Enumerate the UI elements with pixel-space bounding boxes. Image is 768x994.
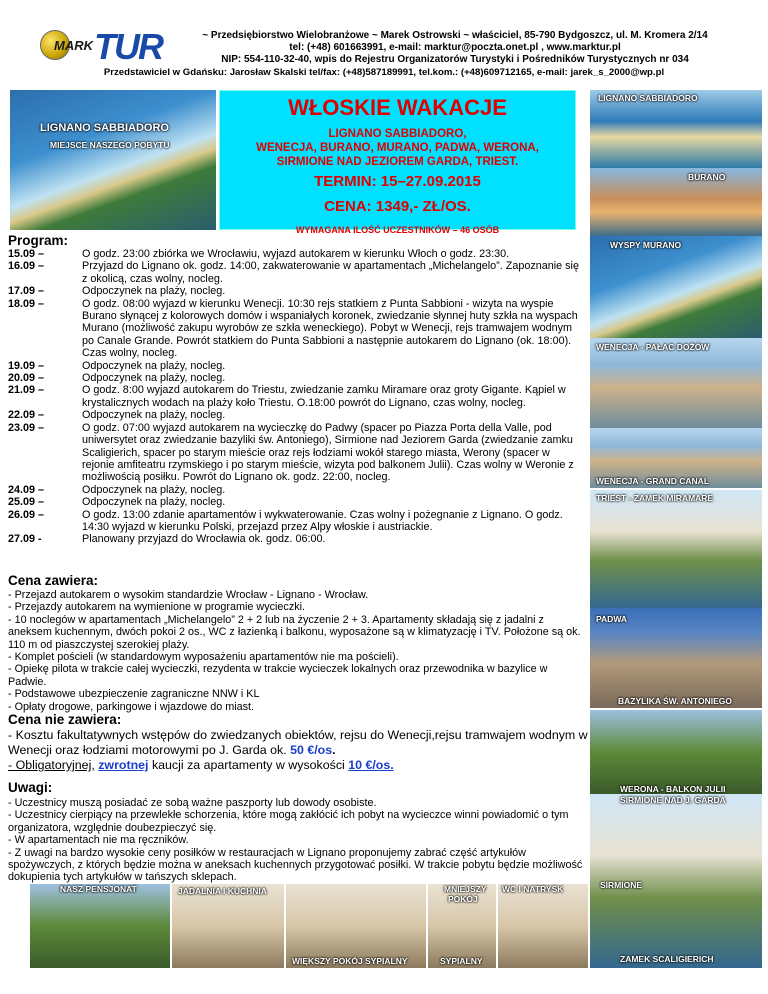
photo-caption: SIRMIONE NAD J. GARDA bbox=[620, 795, 726, 805]
list-item: - Z uwagi na bardzo wysokie ceny posiłków w restauracjach w Lignano proponujemy zabrać część artykułów spożywczych, z których będzie można w aneksach kuchennych przygotować posiłki. W trakcie pobytu będzie możliwość dokupienia tych artykułów w tańszych sklepach. bbox=[8, 846, 583, 884]
list-item: - 10 noclegów w apartamentach „Michelangelo” 2 + 2 lub na życzenie 2 + 3. Apartamenty składają się z jadalni z aneksem kuchennym, dwóch pokoi 2 os., WC z łazienką i balkonu, wyposażone są w klimatyzację i TV. Położone są ok. 110 m od piaszczystej szerokiej plaży. bbox=[8, 613, 581, 651]
program-date: 24.09 – bbox=[8, 483, 45, 496]
program-text: Odpoczynek na plaży, nocleg. bbox=[82, 496, 226, 509]
program-day bbox=[8, 372, 583, 384]
program-list bbox=[8, 248, 583, 546]
program-day bbox=[8, 248, 583, 260]
letterhead bbox=[0, 0, 768, 80]
program-date: 19.09 – bbox=[8, 359, 45, 372]
photo-caption: SYPIALNY bbox=[440, 956, 483, 966]
program-day bbox=[8, 484, 583, 496]
program-text: O godz. 23:00 zbiórka we Wrocławiu, wyjazd autokarem w kierunku Włoch o godz. 23:30. bbox=[82, 248, 510, 260]
excludes-price: 10 €/os. bbox=[348, 758, 394, 772]
photo-jadalnia bbox=[172, 884, 284, 968]
photo-lignano-aerial bbox=[10, 90, 216, 230]
photo-pensjonat bbox=[30, 884, 170, 968]
photo-caption: LIGNANO SABBIADORO bbox=[40, 122, 169, 134]
photo-caption: WIĘKSZY POKÓJ SYPIALNY bbox=[292, 956, 408, 966]
program-heading: Program: bbox=[8, 233, 69, 248]
list-item: - Przejazdy autokarem na wymienione w programie wycieczki. bbox=[8, 601, 306, 614]
excludes-text: - Obligatoryjnej, bbox=[8, 758, 95, 772]
photo-caption: BURANO bbox=[688, 172, 726, 182]
photo-padwa bbox=[590, 608, 762, 708]
offer-term: TERMIN: 15–27.09.2015 bbox=[314, 173, 481, 190]
program-day bbox=[8, 422, 583, 484]
program-date: 20.09 – bbox=[8, 372, 45, 385]
offer-title-box bbox=[219, 90, 576, 235]
photo-mniejszy-pokoj bbox=[428, 884, 496, 968]
includes-heading: Cena zawiera: bbox=[8, 573, 99, 588]
program-date: 23.09 – bbox=[8, 421, 45, 434]
list-item: - Podstawowe ubezpieczenie zagraniczne NNW i KL bbox=[8, 688, 260, 701]
photo-caption: JADALNIA I KUCHNIA bbox=[178, 886, 267, 896]
program-day bbox=[8, 533, 583, 545]
photo-wiekszy-pokoj bbox=[286, 884, 426, 968]
offer-cities bbox=[220, 127, 575, 169]
photo-caption: MIEJSCE NASZEGO POBYTU bbox=[50, 140, 170, 150]
program-day bbox=[8, 285, 583, 297]
offer-title: WŁOSKIE WAKACJE bbox=[288, 95, 507, 120]
photo-caption: WC I NATRYSK bbox=[502, 884, 564, 894]
cities-line: WENECJA, BURANO, MURANO, PADWA, WERONA, bbox=[256, 142, 539, 154]
list-item: - Komplet pościeli (w standardowym wyposażeniu apartamentów nie ma pościeli). bbox=[8, 651, 399, 664]
program-date: 15.09 – bbox=[8, 248, 45, 260]
excludes-item bbox=[8, 758, 588, 773]
program-text: Odpoczynek na plaży, nocleg. bbox=[82, 285, 226, 298]
list-item: - Przejazd autokarem o wysokim standardzie Wrocław - Lignano - Wrocław. bbox=[8, 589, 369, 601]
contact-line: tel: (+48) 601663991, e-mail: marktur@poczta.onet.pl , www.marktur.pl bbox=[289, 42, 621, 53]
cities-line: SIRMIONE NAD JEZIOREM GARDA, TRIEST. bbox=[276, 156, 519, 168]
photo-caption: POKÓJ bbox=[448, 894, 478, 904]
photo-miramare bbox=[590, 490, 762, 608]
program-date: 18.09 – bbox=[8, 297, 45, 310]
photo-grand-canal bbox=[590, 428, 762, 488]
photo-burano bbox=[590, 168, 762, 236]
photo-caption: TRIEST - ZAMEK MIRAMARE bbox=[596, 493, 714, 503]
excludes-end: . bbox=[332, 743, 336, 757]
program-day bbox=[8, 409, 583, 421]
program-date: 21.09 – bbox=[8, 384, 45, 397]
photo-caption: LIGNANO SABBIADORO bbox=[598, 93, 698, 103]
program-date: 17.09 – bbox=[8, 285, 45, 298]
program-text: Odpoczynek na plaży, nocleg. bbox=[82, 483, 226, 496]
program-day bbox=[8, 360, 583, 372]
company-info bbox=[150, 30, 760, 66]
program-day bbox=[8, 298, 583, 360]
list-item: - Opłaty drogowe, parkingowe i wjazdowe do miast. bbox=[8, 700, 255, 713]
program-date: 26.09 – bbox=[8, 508, 45, 521]
photo-lignano-right bbox=[590, 90, 762, 168]
photo-caption: BAZYLIKA ŚW. ANTONIEGO bbox=[618, 696, 732, 706]
logo-mark-text: MARK bbox=[54, 38, 93, 53]
notes-list bbox=[8, 797, 588, 884]
cities-line: LIGNANO SABBIADORO, bbox=[328, 128, 467, 140]
photo-werona bbox=[590, 710, 762, 794]
program-date: 16.09 – bbox=[8, 260, 45, 273]
photo-caption: WENECJA - GRAND CANAL bbox=[596, 476, 710, 486]
logo-tur-text: TUR bbox=[94, 26, 162, 67]
photo-caption: ZAMEK SCALIGIERICH bbox=[620, 954, 714, 964]
program-date: 22.09 – bbox=[8, 409, 45, 422]
photo-murano bbox=[590, 236, 762, 338]
program-day bbox=[8, 260, 583, 285]
excludes-price: 50 €/os bbox=[290, 743, 333, 757]
program-day bbox=[8, 384, 583, 409]
photo-palac-dozow bbox=[590, 338, 762, 428]
program-text: O godz. 13:00 zdanie apartamentów i wykwaterowanie. Czas wolny i pożegnanie z Lignano. O godz. 14:30 wyjazd w kierunku Polski, przejazd przez Alpy włoskie i austriackie. bbox=[82, 508, 563, 533]
offer-requirement: WYMAGANA ILOŚĆ UCZESTNIKÓW – 46 OSÓB bbox=[295, 225, 500, 235]
photo-sirmione bbox=[590, 794, 762, 968]
notes-heading: Uwagi: bbox=[8, 780, 53, 795]
list-item: - Opiekę pilota w trakcie całej wycieczki, rezydenta w trakcie wycieczek lokalnych oraz przewodnika w bazylice w Padwie. bbox=[8, 663, 548, 688]
program-text: O godz. 8:00 wyjazd autokarem do Triestu, zwiedzanie zamku Miramare oraz groty Gigante. Kąpiel w krystalicznych wodach na plaży koło Triestu. O.18:00 powrót do Lignano, czas wolny, nocleg. bbox=[82, 384, 566, 409]
photo-caption: NASZ PENSJONAT bbox=[60, 884, 137, 894]
program-text: Odpoczynek na plaży, nocleg. bbox=[82, 409, 226, 422]
program-text: Odpoczynek na plaży, nocleg. bbox=[82, 359, 226, 372]
company-logo bbox=[40, 26, 162, 67]
excludes-heading: Cena nie zawiera: bbox=[8, 712, 122, 727]
excludes-emph: zwrotnej bbox=[98, 758, 149, 772]
program-text: Przyjazd do Lignano ok. godz. 14:00, zakwaterowanie w apartamentach „Michelangelo”. Zapoznanie się z okolicą, czas wolny, nocleg. bbox=[82, 260, 579, 285]
program-day bbox=[8, 509, 583, 534]
registry-line: NIP: 554-110-32-40, wpis do Rejestru Organizatorów Turystyki i Pośredników Turystycznych nr 034 bbox=[221, 54, 689, 65]
excludes-text: kaucji za apartamenty w wysokości bbox=[151, 758, 345, 772]
excludes-list bbox=[8, 728, 588, 773]
list-item: - Uczestnicy muszą posiadać ze sobą ważne paszporty lub dowody osobiste. bbox=[8, 797, 377, 809]
includes-list bbox=[8, 589, 588, 713]
program-text: Odpoczynek na plaży, nocleg. bbox=[82, 372, 226, 385]
photo-caption: SIRMIONE bbox=[600, 880, 643, 890]
representative-line: Przedstawiciel w Gdańsku: Jarosław Skalski tel/fax: (+48)587189991, tel.kom.: (+48)609712165, e-mail: jarek_s_2000@wp.pl bbox=[103, 67, 665, 78]
photo-caption: WENECJA - PAŁAC DOŻÓW bbox=[596, 342, 710, 352]
list-item: - Uczestnicy cierpiący na przewlekłe schorzenia, które mogą zakłócić ich pobyt na wycieczce winni powiadomić o tym organizatora, względnie doubezpieczyć się. bbox=[8, 809, 569, 834]
program-date: 25.09 – bbox=[8, 496, 45, 509]
company-name-line: ~ Przedsiębiorstwo Wielobranżowe ~ Marek Ostrowski ~ właściciel, 85-790 Bydgoszcz, ul. M. Kromera 2/14 bbox=[202, 30, 708, 41]
photo-caption: WERONA - BALKON JULII bbox=[620, 784, 726, 794]
program-day bbox=[8, 496, 583, 508]
list-item: - W apartamentach nie ma ręczników. bbox=[8, 834, 189, 847]
program-text: Planowany przyjazd do Wrocławia ok. godz. 06:00. bbox=[82, 533, 326, 546]
excludes-text: - Kosztu fakultatywnych wstępów do zwiedzanych obiektów, rejsu do Wenecji,rejsu tramwajem wodnym w Wenecji oraz łodziami motorowymi po J. Garda ok. bbox=[8, 728, 588, 757]
photo-caption: MNIEJSZY bbox=[444, 884, 487, 894]
excludes-item bbox=[8, 728, 588, 758]
program-text: O godz. 08:00 wyjazd w kierunku Wenecji. 10:30 rejs statkiem z Punta Sabbioni - wizyta na wyspie Burano słynącej z kolorowych domów i wspaniałych koronek, zwiedzanie słynnej huty szkła na wyspach Murano (możliwość zakupu wyrobów ze szkła weneckiego). Pobyt w Wenecji, rejs tramwajem wodnym po Canale Grande. Powrót statkiem do Punta Sabbioni a następnie autokarem do Lignano (ok. 18:00). Czas wolny, nocleg. bbox=[82, 297, 578, 360]
photo-wc bbox=[498, 884, 588, 968]
program-text: O godz. 07:00 wyjazd autokarem na wycieczkę do Padwy (spacer po Piazza Porta della Valle, pod uniwersytet oraz zwiedzanie bazyliki św. Antoniego), Sirmione nad Jeziorem Garda (zwiedzanie zamku Scaligierich, spacer po starym mieście oraz rejs łodziami wokół starego miasta, Werony (spacer w rejonie amfiteatru rzymskiego i po starym mieście, wizyta pod balkonem Julii). Czas wolny w Weronie z możliwością posiłku. Powrót do Lignano ok. godz. 22:00, nocleg. bbox=[82, 421, 574, 484]
photo-caption: PADWA bbox=[596, 614, 628, 624]
photo-caption: WYSPY MURANO bbox=[610, 240, 682, 250]
offer-price: CENA: 1349,- ZŁ/OS. bbox=[324, 198, 471, 215]
program-date: 27.09 - bbox=[8, 533, 42, 546]
